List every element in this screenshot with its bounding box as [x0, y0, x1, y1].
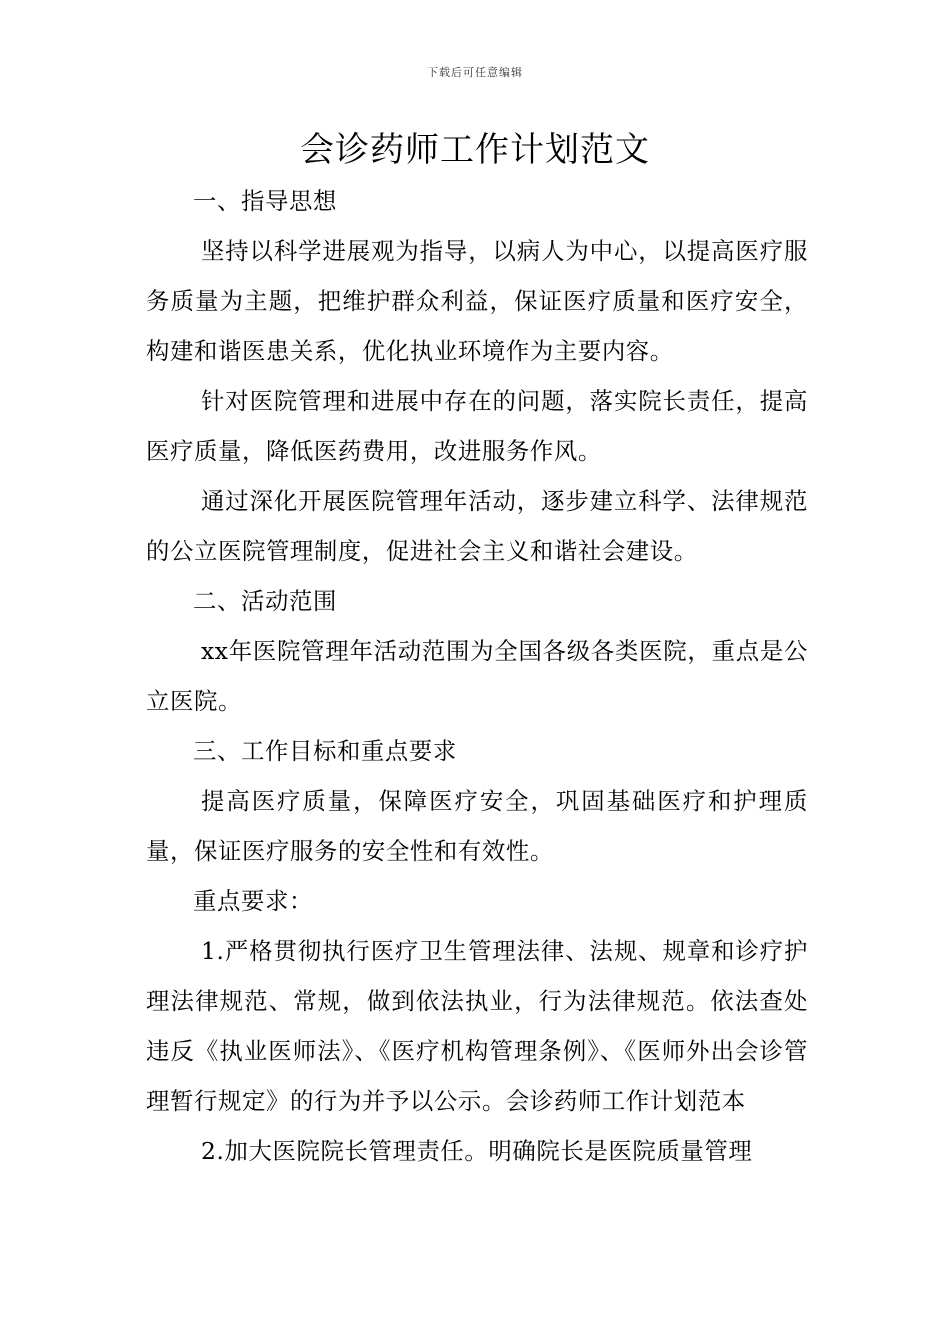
- document-title: 会诊药师工作计划范文: [300, 130, 650, 170]
- section-heading: 三、工作目标和重点要求: [193, 737, 457, 765]
- document-body: [146, 176, 808, 1176]
- section-heading: 重点要求：: [193, 887, 313, 915]
- paragraph: 通过深化开展医院管理年活动，逐步建立科学、法律规范的公立医院管理制度，促进社会主义和谐社会建设。: [146, 487, 808, 565]
- paragraph: 2.加大医院院长管理责任。明确院长是医院质量管理: [201, 1137, 753, 1165]
- paragraph: 坚持以科学进展观为指导，以病人为中心，以提高医疗服务质量为主题，把维护群众利益，保证医疗质量和医疗安全，构建和谐医患关系，优化执业环境作为主要内容。: [146, 237, 808, 365]
- paragraph: 1.严格贯彻执行医疗卫生管理法律、法规、规章和诊疗护理法律规范、常规，做到依法执业，行为法律规范。依法查处违反《执业医师法》、《医疗机构管理条例》、《医师外出会诊管理暂行规定》的行为并予以公示。会诊药师工作计划范本: [146, 937, 808, 1115]
- section-heading: 一、指导思想: [193, 187, 337, 215]
- paragraph: 提高医疗质量，保障医疗安全，巩固基础医疗和护理质量，保证医疗服务的安全性和有效性。: [146, 787, 808, 865]
- paragraph: 针对医院管理和进展中存在的问题，落实院长责任，提高医疗质量，降低医药费用，改进服务作风。: [146, 387, 808, 465]
- section-heading: 二、活动范围: [193, 587, 337, 615]
- header-note: 下载后可任意编辑: [427, 66, 523, 79]
- paragraph: xx年医院管理年活动范围为全国各级各类医院，重点是公立医院。: [146, 637, 808, 715]
